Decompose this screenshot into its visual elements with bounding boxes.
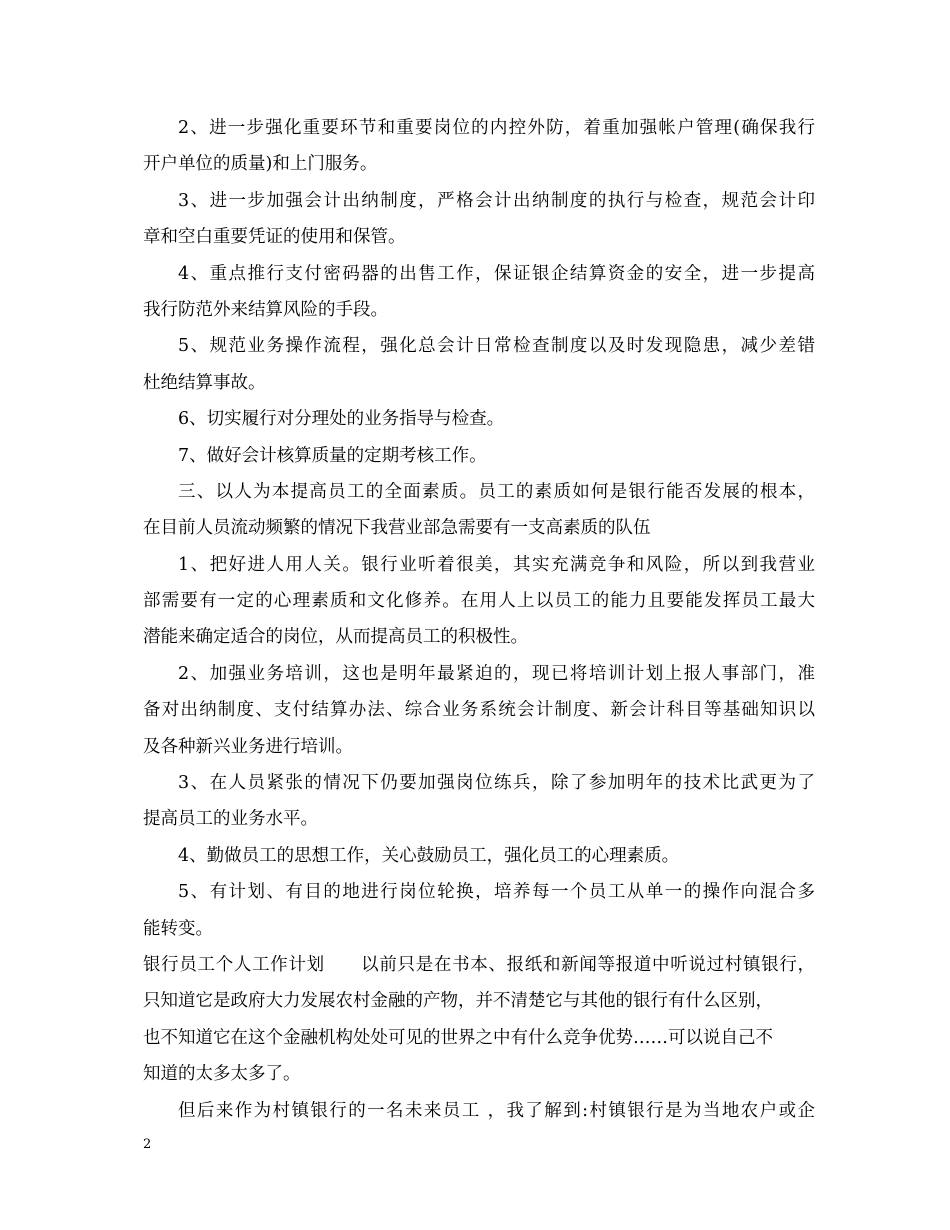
text-line: 3、进一步加强会计出纳制度，严格会计出纳制度的执行与检查，规范会计印 xyxy=(178,190,815,211)
text-line: 1、把好进人用人关。银行业听着很美，其实充满竞争和风险，所以到我营业 xyxy=(178,554,815,575)
text-line: 但后来作为村镇银行的一名未来员工 ，我了解到:村镇银行是为当地农户或企 xyxy=(178,1100,815,1121)
text-line: 6、切实履行对分理处的业务指导与检查。 xyxy=(178,409,505,430)
text-line: 潜能来确定适合的岗位，从而提高员工的积极性。 xyxy=(143,627,528,648)
text-line: 知道的太多太多了。 xyxy=(143,1064,301,1085)
text-line: 7、做好会计核算质量的定期考核工作。 xyxy=(178,445,487,466)
document-body xyxy=(143,110,815,1129)
page-number: 2 xyxy=(143,1137,152,1152)
text-line: 2、加强业务培训，这也是明年最紧迫的，现已将培训计划上报人事部门，准 xyxy=(178,663,815,684)
text-line: 也不知道它在这个金融机构处处可见的世界之中有什么竞争优势……可以说自己不 xyxy=(143,1027,773,1048)
text-line: 4、重点推行支付密码器的出售工作，保证银企结算资金的安全，进一步提高 xyxy=(178,263,815,284)
text-line: 及各种新兴业务进行培训。 xyxy=(143,736,353,757)
text-line: 在目前人员流动频繁的情况下我营业部急需要有一支高素质的队伍 xyxy=(143,518,651,539)
text-line: 银行员工个人工作计划 以前只是在书本、报纸和新闻等报道中听说过村镇银行， xyxy=(143,954,815,975)
text-line: 3、在人员紧张的情况下仍要加强岗位练兵，除了参加明年的技术比武更为了 xyxy=(178,773,815,794)
text-line: 部需要有一定的心理素质和文化修养。在用人上以员工的能力且要能发挥员工最大 xyxy=(143,591,815,612)
text-line: 5、有计划、有目的地进行岗位轮换，培养每一个员工从单一的操作向混合多 xyxy=(178,882,815,903)
text-line: 能转变。 xyxy=(143,918,213,939)
text-line: 只知道它是政府大力发展农村金融的产物，并不清楚它与其他的银行有什么区别， xyxy=(143,991,773,1012)
text-line: 4、勤做员工的思想工作，关心鼓励员工，强化员工的心理素质。 xyxy=(178,845,680,866)
text-line: 2、进一步强化重要环节和重要岗位的内控外防，着重加强帐户管理(确保我行 xyxy=(178,118,815,138)
text-line: 提高员工的业务水平。 xyxy=(143,809,318,830)
text-line: 三、以人为本提高员工的全面素质。员工的素质如何是银行能否发展的根本， xyxy=(178,481,815,502)
text-line: 备对出纳制度、支付结算办法、综合业务系统会计制度、新会计科目等基础知识以 xyxy=(143,700,815,721)
text-line: 开户单位的质量)和上门服务。 xyxy=(143,154,378,175)
text-line: 我行防范外来结算风险的手段。 xyxy=(143,299,388,320)
text-line: 5、规范业务操作流程，强化总会计日常检查制度以及时发现隐患，减少差错 xyxy=(178,336,815,357)
text-line: 杜绝结算事故。 xyxy=(143,372,266,393)
text-line: 章和空白重要凭证的使用和保管。 xyxy=(143,227,406,248)
